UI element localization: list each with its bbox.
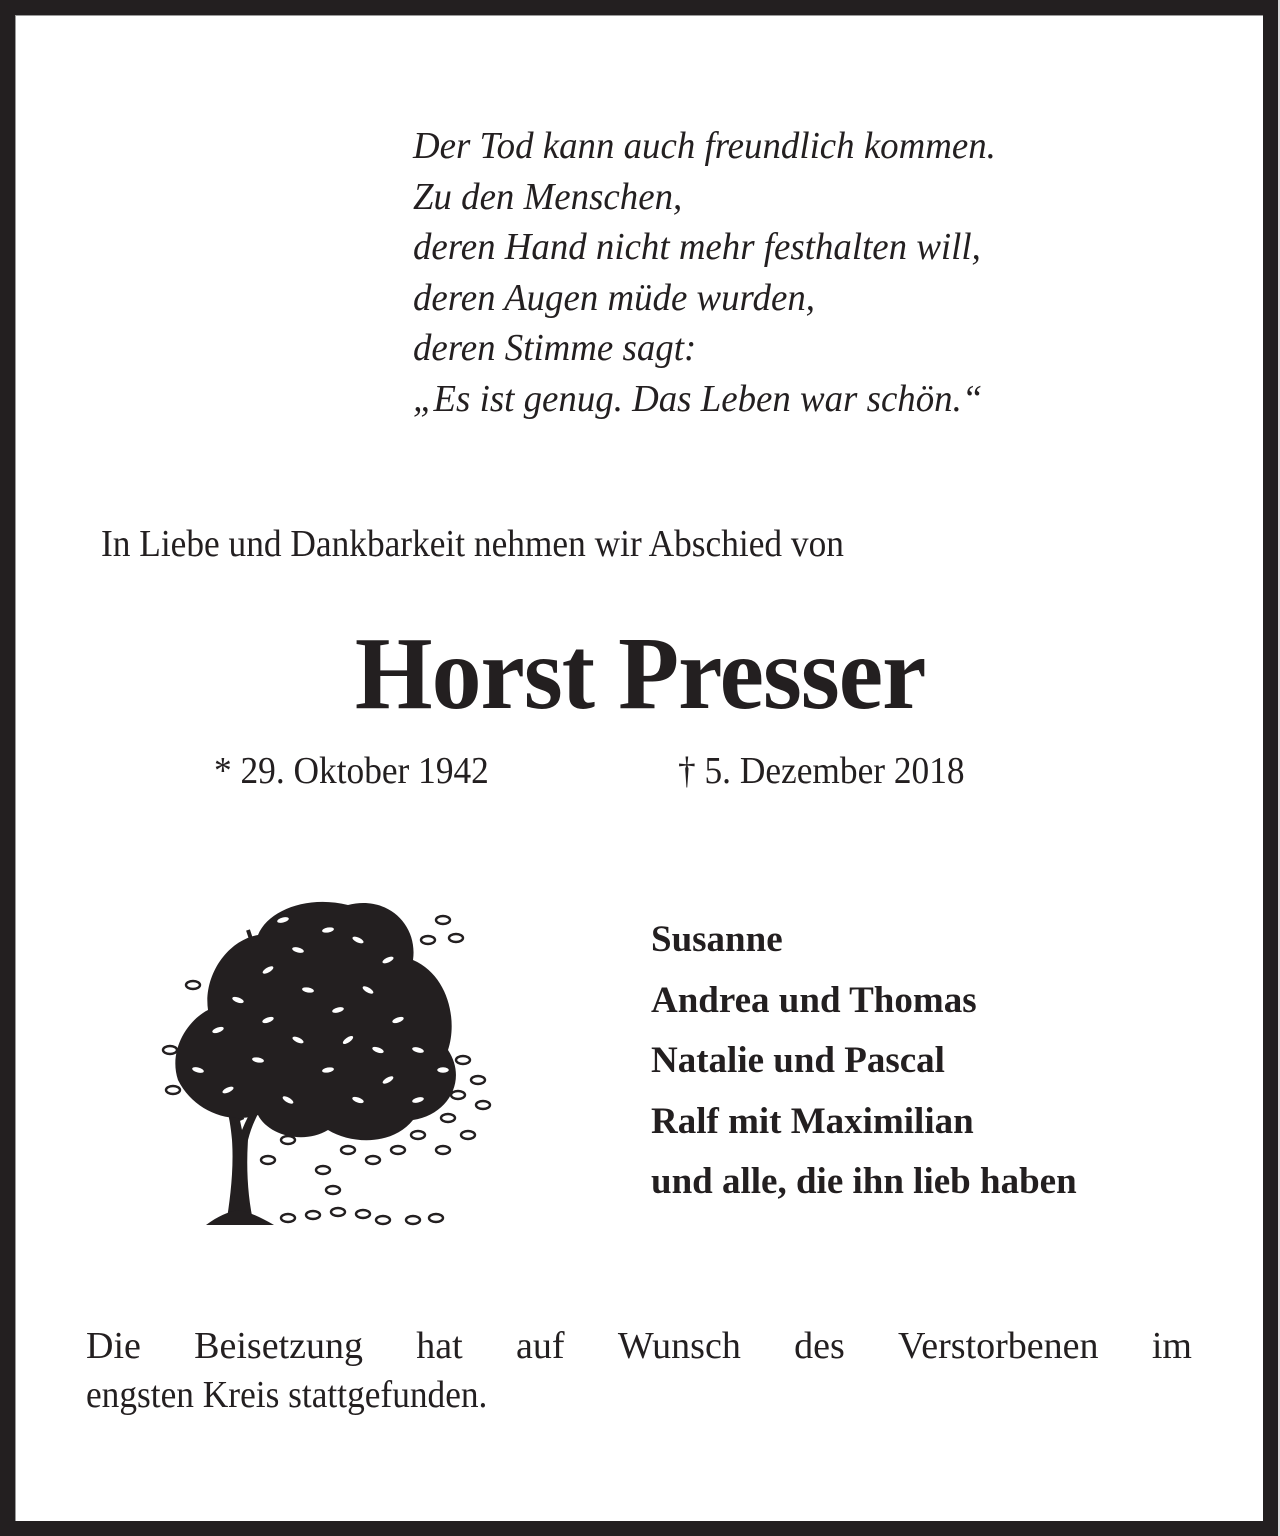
death-date: † 5. Dezember 2018 <box>678 750 965 792</box>
obituary-notice <box>15 15 1263 1521</box>
word: hat <box>416 1325 463 1367</box>
mourners-list <box>651 910 1077 1213</box>
mourner: Natalie und Pascal <box>651 1040 945 1081</box>
word: Verstorbenen <box>898 1325 1099 1367</box>
poem-line: Zu den Menschen, <box>413 175 683 218</box>
poem-line: Der Tod kann auch freundlich kommen. <box>413 125 996 167</box>
poem <box>413 121 996 424</box>
poem-line: deren Augen müde wurden, <box>413 276 815 319</box>
burial-notice-line-1 <box>86 1322 1192 1371</box>
burial-notice <box>86 1322 1192 1420</box>
intro-text: In Liebe und Dankbarkeit nehmen wir Abschied von <box>101 523 844 565</box>
word: Die <box>86 1325 141 1367</box>
word: Beisetzung <box>194 1325 364 1367</box>
mourner: Ralf mit Maximilian <box>651 1100 974 1142</box>
word: auf <box>516 1325 565 1367</box>
word: des <box>794 1325 845 1367</box>
windblown-tree-icon <box>158 880 503 1230</box>
mourner: Andrea und Thomas <box>651 979 977 1021</box>
birth-date: * 29. Oktober 1942 <box>214 750 489 792</box>
mourner: und alle, die ihn lieb haben <box>651 1161 1077 1202</box>
poem-line: deren Stimme sagt: <box>413 327 697 369</box>
word: im <box>1151 1325 1192 1367</box>
mourner: Susanne <box>651 919 783 960</box>
deceased-name <box>0 614 1280 734</box>
poem-line: „Es ist genug. Das Leben war schön.“ <box>413 377 983 420</box>
deceased-name-text: Horst Presser <box>354 616 926 731</box>
poem-line: deren Hand nicht mehr festhalten will, <box>413 226 981 268</box>
word: Wunsch <box>617 1325 741 1367</box>
burial-notice-line-2: engsten Kreis stattgefunden. <box>86 1374 488 1416</box>
